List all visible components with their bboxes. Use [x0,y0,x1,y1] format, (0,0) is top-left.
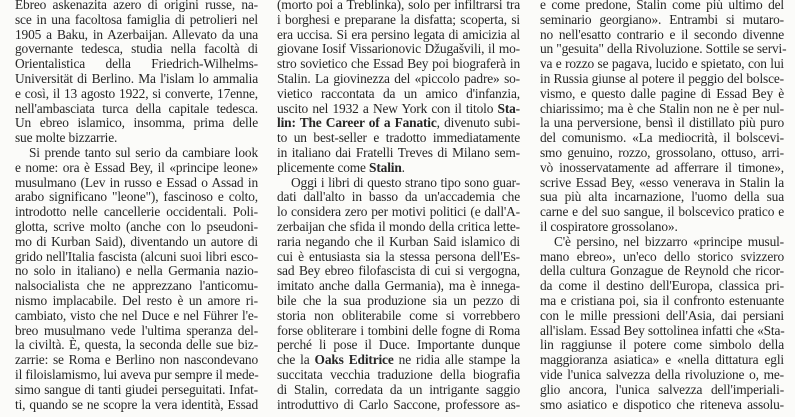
text-line: succitata vecchia traduzione della biografia [277,366,520,382]
text-line: zarrie: se Roma e Berlino non nascondevano [15,352,258,368]
text-line: chiarissimo; ma è che Stalin non ne è per nul- [540,100,784,116]
text-line: del comunismo. «La mediocrità, il bolscevi- [540,130,784,146]
text-line: seminario georgiano». Entrambi si mutaro- [540,11,784,27]
text-line: Ebreo askenazita azero di origini russe, na- [15,0,258,12]
text-line: introduttivo di Carlo Saccone, professore as- [277,396,520,412]
text-line: Stalin. La giovinezza del «piccolo padre» so- [277,70,520,86]
text-segment: C'è persino, nel bizzarro «principe musul- [554,233,784,249]
text-line: Orientalistica della Friedrich-Wilhelms- [15,56,258,72]
text-line: Universität di Berlino. Ma l'islam lo ammalia [15,70,258,86]
text-line: va e rozzo se pagava, lucido e spietato, con lui [540,56,784,72]
text-line: breo musulmano vede l'ultima speranza del- [15,322,258,338]
text-line: stro sovietico che Essad Bey poi biograferà in [277,56,520,72]
text-segment: uscito nel 1932 a New York con il titolo [277,100,498,116]
text-line [540,220,784,235]
text-line: Un ebreo islamico, insomma, prima delle [15,115,258,131]
text-line: arabo significano "leone"), fascinoso e colto, [15,189,258,205]
text-line: cui è entusiasta sia la stessa persona dell'Es- [277,248,520,264]
bold-title-text: Stalin [369,159,402,175]
text-segment: Oggi i libri di questo strano tipo sono guar- [291,174,520,190]
text-line: bile che la sua produzione sia un pezzo di [277,292,520,308]
text-line: governante tedesca, studia nella facoltà di [15,41,258,57]
text-line: ma e cristiana poi, sia il confronto estenuante [540,292,784,308]
text-line: maggioranza asiatica» e «nella dittatura egli [540,352,784,368]
text-segment: che la [277,352,315,368]
text-segment: sue molte bizzarrie. [15,130,118,146]
text-line: la civiltà. È, questa, la seconda delle sue biz- [15,337,258,353]
text-line: e così, il 13 agosto 1922, si converte, 17enne, [15,85,258,101]
text-line [277,353,520,368]
text-line: nismo implacabile. Del resto è un amore ri- [15,292,258,308]
text-line: sce in una facoltosa famiglia di petrolieri nel [15,11,258,27]
text-line: nell'ambasciata turca della capitale tedesca. [15,100,258,116]
text-line: era uccisa. Si era persino legata di amicizia al [277,26,520,42]
text-line: vismo, e questo dalle pagine di Essad Bey è [540,85,784,101]
text-segment: il cospiratore grossolano». [540,218,678,234]
text-line: mo di Kurban Said), diventando un autore di [15,233,258,249]
text-line: musulmano (Lev in russo e Essad o Assad in [15,174,258,190]
text-segment: , divenuto subi- [436,115,520,131]
text-line: in italiano dai Fratelli Treves di Milano sem- [277,144,520,160]
text-line: i borghesi e preparane la disfatta; scoperta, si [277,11,520,27]
text-line: in Russia giunse al potere il peggio del bolsce- [540,70,784,86]
text-line: no nell'esatto contrario e il secondo divenne [540,26,784,42]
text-line: 1905 a Baku, in Azerbaijan. Allevato da una [15,26,258,42]
text-line: cambiato, visto che nel Duce e nel Führer l'e- [15,307,258,323]
text-line: da come il destino dell'Europa, classica pri- [540,278,784,294]
text-line: e come predone, Stalin come più ultimo del [540,0,784,12]
text-line: vietico raccontata da un amico d'infanzia, [277,85,520,101]
text-line: glio ancora, l'unica salvezza dell'imperiali- [540,381,784,397]
bold-title-text: Oaks Editrice [314,352,394,368]
text-line: smo genuino, rozzo, grossolano, ottuso, arri- [540,144,784,160]
text-line: con le mille pressioni dell'Asia, dai persiani [540,307,784,323]
text-line [277,161,520,176]
text-line: all'islam. Essad Bey sottolinea infatti che «Sta- [540,322,785,338]
text-line: la una perversione, bensì il distillato più puro [540,115,784,131]
text-line [15,146,258,161]
text-line: no solo in italiano) e nella Germania nazio- [15,263,258,279]
text-line: vò inosservatamente ad afferrare il timone», [540,159,784,175]
text-line: (morto poi a Treblinka), solo per infiltrarsi tra [277,0,520,12]
article-column-3 [540,0,787,412]
text-line: mano ebreo», un'eco dello storico svizzero [540,248,784,264]
text-line: carne e del suo sangue, il bolscevico pratico e [540,204,784,220]
text-line: introdotto nelle cancellerie occidentali. Poli- [15,204,258,220]
text-line: nalsocialista che ne apprezzano l'anticomu- [15,278,258,294]
bold-title-text: lin: The Career of a Fanatic [277,115,437,131]
text-line [277,176,520,191]
text-line: della cultura Gonzague de Reynold che ricor- [540,263,784,279]
text-segment: Si prende tanto sul serio da cambiare look [29,144,258,160]
text-line: storia non obliterabile come si vorrebbero [277,307,520,323]
text-line [540,235,784,250]
text-line: giovane Iosif Vissarionovic Džugašvili, il mo- [277,41,520,57]
text-line: glotta, scrive molto (anche con lo pseudoni- [15,218,258,234]
bold-title-text: Sta- [497,100,520,116]
text-line: forse obliterare i tombini delle fogne di Roma [277,322,520,338]
text-line: di Stalin, corredata da un intrigante saggio [277,381,520,397]
text-line [277,116,520,131]
text-line: raria negando che il Kurban Said islamico di [277,233,520,249]
text-line: sua più alta incarnazione, l'uomo della sua [540,189,784,205]
text-segment: plicemente come [277,159,370,175]
text-line: lo considera zero per motivi politici (e dall'A- [277,204,520,220]
text-line: perché li pose il Duce. Importante dunque [277,337,520,353]
text-line [15,131,258,146]
article-column-1 [15,0,258,412]
text-line: ti, quando se ne scopre la vera identità, Essad [15,396,258,412]
text-line: zerbaijan che sfida il mondo della critica lette- [277,218,520,234]
text-line [277,102,520,117]
text-line: e nome: ora è Essad Bey, il «principe leone» [15,159,258,175]
text-segment: . [401,159,405,175]
text-line: grido nell'Italia fascista (alcuni suoi libri esco- [15,248,258,264]
text-line: un "gesuita" della Rivoluzione. Sottile se servi- [540,41,787,57]
text-segment: ne ridia alle stampe la [393,352,520,368]
text-line: smo asiatico e dispotico che riteneva assolu- [540,396,784,412]
text-line: sad Bey ebreo filofascista di cui si vergogna, [277,263,520,279]
text-line: lin raggiunse il potere come simbolo della [540,337,784,353]
article-column-2 [277,0,520,412]
text-line: simo sangue di tanti giudei perseguitati. Infat- [15,381,258,397]
text-line: scrive Essad Bey, «esso venerava in Stalin la [540,174,784,190]
text-line: to un best-seller e tradotto immediatamente [277,130,520,146]
text-line: il filoislamismo, lui aveva pur sempre il mede- [15,366,259,382]
text-line: vide l'unica salvezza della rivoluzione o, me- [540,366,784,382]
text-line: imitato anche dalla Germania), ma è innega- [277,278,520,294]
text-line: dati dall'alto in basso da un'accademia che [277,189,520,205]
